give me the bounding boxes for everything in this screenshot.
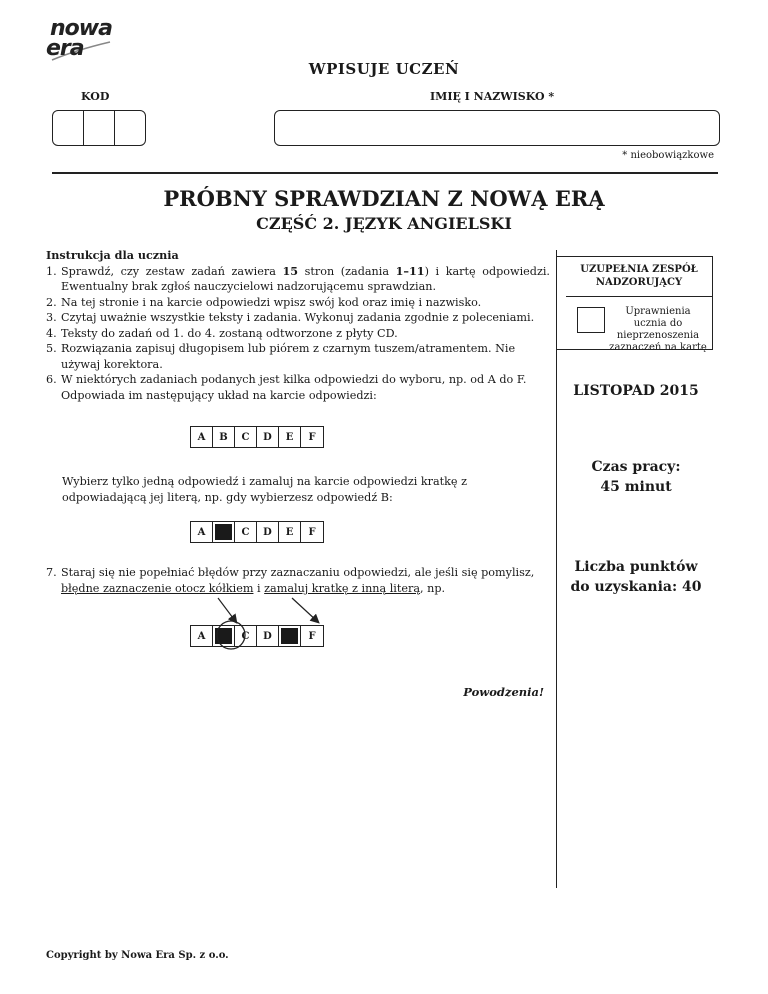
answer-cell: D (257, 522, 279, 542)
instructions-heading: Instrukcja dla ucznia (46, 248, 179, 262)
instruction-text: ) i kartę odpowiedzi. Ewentualny brak zgłoś nauczycielowi nadzorującemu sprawdzian. (61, 264, 550, 293)
instruction-text: Teksty do zadań od 1. do 4. zostaną odtworzone z płyty CD. (61, 326, 398, 340)
instruction-text: Na tej stronie i na karcie odpowiedzi wpisz swój kod oraz imię i nazwisko. (61, 295, 482, 309)
instructions (46, 248, 550, 403)
instruction-text: Czytaj uważnie wszystkie teksty i zadania. Wykonuj zadania zgodnie z poleceniami. (61, 311, 535, 324)
privilege-note: Uprawnienia ucznia do nieprzenoszenia zaznaczeń na kartę (609, 306, 707, 353)
instruction-number: 3. (46, 311, 57, 324)
supervisor-box-title: UZUPEŁNIA ZESPÓŁ NADZORUJĄCY (580, 264, 698, 288)
code-digit-3[interactable] (115, 111, 145, 145)
copyright: Copyright by Nowa Era Sp. z o.o. (46, 950, 229, 961)
instruction-item (46, 295, 550, 311)
instruction-item (46, 310, 550, 326)
answer-cell: A (191, 427, 213, 447)
answer-cell: F (308, 630, 316, 642)
answer-cell: C (235, 427, 257, 447)
instruction-item (46, 372, 550, 403)
logo-line2: era (46, 36, 84, 61)
code-digit-2[interactable] (84, 111, 115, 145)
answer-cell: C (235, 522, 257, 542)
name-input[interactable] (274, 110, 720, 146)
answer-grid-example (190, 426, 324, 448)
answer-cell: F (308, 526, 316, 538)
supervisor-box-separator (566, 296, 712, 297)
code-input[interactable] (52, 110, 146, 146)
instruction-text: Staraj się nie popełniać błędów przy zaznaczaniu odpowiedzi, ale jeśli się pomylisz, (61, 566, 535, 579)
answer-cell-filled (279, 626, 301, 646)
answer-cell: E (279, 427, 301, 447)
exam-points (556, 557, 716, 597)
answer-cell: B (213, 427, 235, 447)
time-value: 45 minut (600, 479, 672, 495)
instruction-text: W niektórych zadaniach podanych jest kilka odpowiedzi do wyboru, np. od A do F. Odpowiada im następujący układ na karcie odpowiedzi: (61, 373, 527, 402)
answer-grid-correction-example (190, 625, 324, 647)
instruction-item (46, 341, 550, 372)
instruction-number: 2. (46, 295, 57, 309)
arrow-to-filled (292, 598, 318, 622)
circle-instruction: błędne zaznaczenie otocz kółkiem (61, 581, 254, 595)
student-fills-heading: WPISUJE UCZEŃ (308, 60, 460, 78)
time-label: Czas pracy: (591, 459, 681, 475)
code-label: KOD (81, 90, 110, 103)
publisher-logo (46, 16, 116, 64)
answer-cell: C (235, 626, 257, 646)
exam-time (556, 457, 716, 497)
points-value: do uzyskania: 40 (570, 579, 702, 595)
page-subtitle: CZĘŚĆ 2. JĘZYK ANGIELSKI (256, 214, 512, 233)
correction-instruction (46, 565, 550, 596)
answer-cell-filled (213, 522, 235, 542)
logo-line1: nowa (50, 16, 112, 41)
instruction-item (46, 326, 550, 342)
answer-cell: D (257, 427, 279, 447)
instruction-number: 5. (46, 342, 57, 355)
name-label: IMIĘ I NAZWISKO * (430, 90, 555, 103)
instruction-text: , np. (420, 581, 446, 595)
instruction-text: Rozwiązania zapisuj długopisem lub piórem z czarnym tuszem/atramentem. Nie używaj korektora. (61, 342, 516, 371)
exam-date: LISTOPAD 2015 (573, 383, 699, 399)
optional-note: * nieobowiązkowe (622, 150, 714, 161)
instruction-number: 7. (46, 566, 57, 579)
instruction-number: 4. (46, 326, 57, 340)
points-label: Liczba punktów (574, 559, 698, 575)
instruction-item (46, 264, 550, 295)
supervisor-box (566, 256, 713, 353)
answer-cell: F (308, 431, 316, 443)
instruction-number: 6. (46, 373, 57, 386)
answer-cell: D (257, 626, 279, 646)
answer-cell: E (279, 522, 301, 542)
page-count: 15 (282, 263, 299, 278)
answer-cell: A (191, 522, 213, 542)
sidebar-rule (556, 349, 712, 350)
task-range: 1–11 (395, 263, 425, 278)
header-divider (52, 172, 718, 174)
privilege-checkbox[interactable] (577, 307, 605, 333)
good-luck: Powodzenia! (463, 685, 544, 699)
choose-one-instruction: Wybierz tylko jedną odpowiedź i zamaluj na karcie odpowiedzi kratkę z odpowiadającą jej literą, np. gdy wybierzesz odpowiedź B: (62, 475, 467, 504)
fill-instruction: zamaluj kratkę z inną literą (264, 581, 421, 595)
instruction-text: i (253, 581, 265, 595)
page-title: PRÓBNY SPRAWDZIAN Z NOWĄ ERĄ (163, 186, 605, 211)
answer-cell: A (191, 626, 213, 646)
circle-mark-icon (214, 618, 248, 652)
instruction-number: 1. (46, 264, 57, 278)
code-digit-1[interactable] (53, 111, 84, 145)
instruction-text: stron (zadania (298, 264, 396, 278)
answer-grid-marked-example (190, 521, 324, 543)
instruction-text: Sprawdź, czy zestaw zadań zawiera (61, 264, 283, 278)
